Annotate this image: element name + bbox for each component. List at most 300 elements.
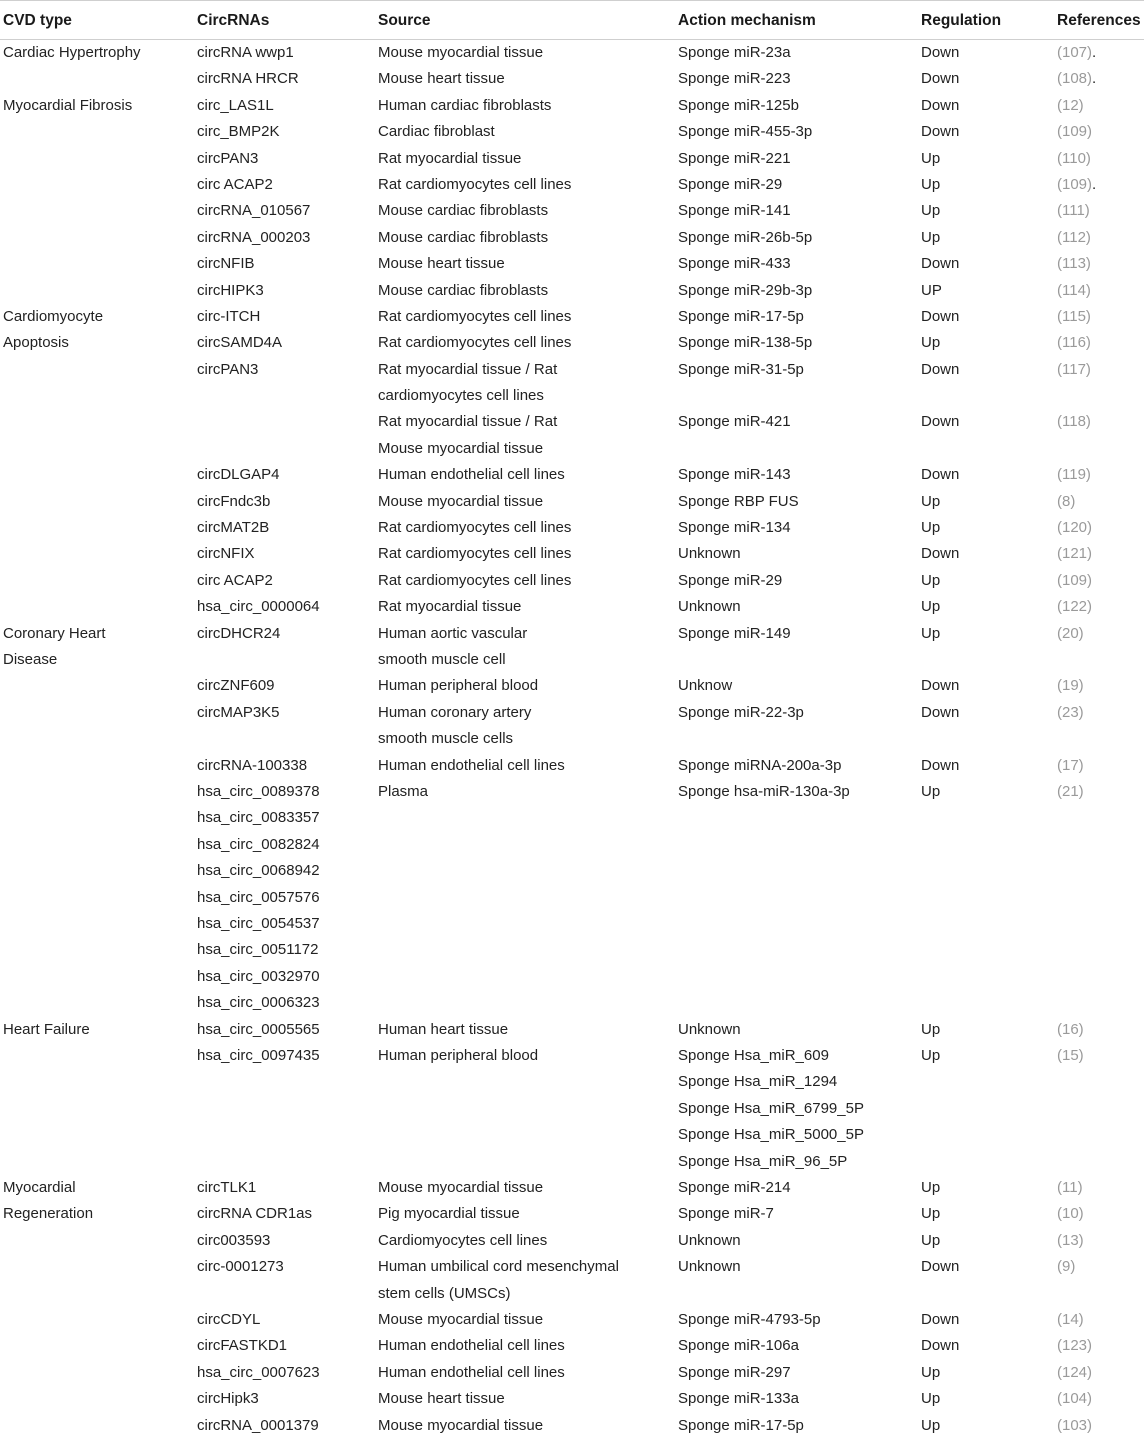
cell-regulation [921,779,940,805]
cell-regulation [921,409,959,435]
cell-circrna [197,1175,256,1201]
reference-link[interactable]: (116) [1057,334,1091,352]
cell-cvd-type [3,304,103,330]
cell-action-mechanism-line: Sponge miR-221 [678,149,791,167]
cell-reference [1057,1228,1084,1254]
cell-cvd-type-line: Cardiomyocyte [3,307,104,325]
cell-reference [1057,278,1091,304]
cell-action-mechanism [678,66,791,92]
reference-link[interactable]: (123) [1057,1337,1093,1355]
cell-regulation-line: Up [921,598,941,616]
cell-action-mechanism [678,1386,799,1412]
reference-link[interactable]: (118) [1057,413,1091,431]
reference-link[interactable]: (120) [1057,519,1093,537]
cell-regulation [921,1017,940,1043]
cell-reference [1057,66,1096,92]
cell-reference [1057,1017,1084,1043]
cell-action-mechanism [678,40,791,66]
cell-action-mechanism-line: Sponge miR-143 [678,466,791,484]
reference-link[interactable]: (117) [1057,360,1091,378]
cell-circrna [197,66,299,92]
reference-link[interactable]: (10) [1057,1205,1084,1223]
cell-circrna-line: circNFIB [197,255,255,273]
cell-reference [1057,515,1092,541]
cell-regulation [921,621,940,647]
cell-regulation [921,251,959,277]
cell-action-mechanism-line: Sponge miR-7 [678,1205,774,1223]
reference-link[interactable]: (115) [1057,307,1091,325]
cell-circrna-line: circHipk3 [197,1390,259,1408]
cell-cvd-type-line: Apoptosis [3,334,69,352]
cell-circrna [197,489,270,515]
cell-action-mechanism [678,753,841,779]
cell-source [378,489,543,515]
table-row [0,1307,1144,1333]
cell-cvd-type-line: Cardiac Hypertrophy [3,44,141,61]
cell-cvd-type-line: Myocardial Fibrosis [3,96,133,114]
cell-source-line: Pig myocardial tissue [378,1205,520,1223]
table-row [0,1386,1144,1412]
table-header [0,0,1144,40]
cell-action-mechanism [678,198,791,224]
cell-action-mechanism [678,357,804,383]
reference-link[interactable]: (109) [1057,123,1093,141]
cell-action-mechanism [678,1360,791,1386]
cell-cvd-type-line: Disease [3,651,58,669]
cell-source-line: Mouse myocardial tissue [378,1178,544,1196]
cell-source-line: Mouse myocardial tissue [378,439,544,457]
reference-link[interactable]: (104) [1057,1390,1093,1408]
cell-reference [1057,251,1091,277]
cell-regulation [921,330,940,356]
cell-regulation-line: Down [921,360,960,378]
cell-regulation-line: Up [921,1046,941,1064]
cell-regulation-line: Down [921,545,960,563]
cell-action-mechanism-line: Sponge Hsa_miR_6799_5P [678,1099,864,1117]
table-row [0,673,1144,699]
cell-circrna [197,568,273,594]
cell-regulation-line: Down [921,677,960,695]
table-row [0,1043,1144,1175]
cell-circrna [197,1228,270,1254]
column-header-regulation: Regulation [921,12,1002,29]
cell-circrna [197,1360,320,1386]
table-row [0,594,1144,620]
table-row [0,357,1144,410]
cell-action-mechanism-line: Sponge miR-455-3p [678,123,813,141]
cell-circrna-line: hsa_circ_0006323 [197,994,320,1012]
cell-action-mechanism-line: Sponge miR-141 [678,202,791,220]
cell-cvd-type-line: Coronary Heart [3,624,106,642]
cell-regulation [921,489,940,515]
cell-regulation-line: Up [921,228,941,246]
cell-regulation-line: Down [921,756,960,774]
cell-source [378,1043,538,1069]
cell-action-mechanism-line: Sponge miR-297 [678,1363,791,1381]
cell-circrna-line: circDHCR24 [197,624,281,642]
cell-source-line: Mouse cardiac fibroblasts [378,281,549,299]
cell-circrna-line: circ_BMP2K [197,123,280,141]
cell-action-mechanism-line: Sponge miR-22-3p [678,703,804,721]
cell-regulation [921,40,959,66]
cell-circrna-line: circRNA CDR1as [197,1205,313,1223]
cell-regulation [921,1360,940,1386]
cell-circrna-line: hsa_circ_0082824 [197,835,320,853]
cell-action-mechanism [678,304,804,330]
cell-regulation [921,568,940,594]
cell-regulation-line: Down [921,255,960,273]
cell-reference [1057,673,1084,699]
cell-action-mechanism [678,594,741,620]
cell-action-mechanism [678,1201,774,1227]
cell-cvd-type-line: Heart Failure [3,1020,90,1038]
cell-circrna-line: circFndc3b [197,492,271,510]
cell-reference [1057,1254,1075,1280]
reference-link[interactable]: (19) [1057,677,1084,695]
cell-regulation-line: Down [921,96,960,114]
reference-link[interactable]: (121) [1057,545,1093,563]
reference-link[interactable]: (113) [1057,255,1091,273]
cell-action-mechanism-line: Sponge miR-149 [678,624,791,642]
cell-circrna-line: hsa_circ_0032970 [197,967,320,985]
cell-reference [1057,621,1084,647]
cell-regulation-line: Down [921,1258,960,1276]
reference-link[interactable]: (9) [1057,1258,1076,1276]
cell-regulation [921,673,959,699]
cell-reference [1057,489,1075,515]
reference-link[interactable]: (119) [1057,466,1091,484]
cell-source [378,1386,505,1412]
table-row [0,462,1144,488]
cell-cvd-type-line: Regeneration [3,1205,94,1223]
cell-regulation-line: Up [921,1363,941,1381]
cell-source [378,1201,520,1227]
cell-circrna-line: circ-0001273 [197,1258,284,1276]
cell-circrna-line: hsa_circ_0068942 [197,862,320,880]
table-row [0,119,1144,145]
cell-action-mechanism-line: Sponge miR-106a [678,1337,799,1355]
cell-regulation [921,93,959,119]
cell-action-mechanism [678,515,791,541]
reference-link[interactable]: (21) [1057,783,1084,800]
cell-regulation-line: UP [921,281,942,299]
cell-action-mechanism-line: Unknown [678,1231,741,1249]
table-row [0,1333,1144,1359]
cell-regulation-line: Down [921,123,960,141]
cell-action-mechanism-line: Unknown [678,545,741,563]
cell-regulation [921,66,959,92]
cell-circrna-line: circHIPK3 [197,281,264,299]
cell-action-mechanism-line: Unknown [678,1020,741,1038]
cell-action-mechanism-line: Sponge miR-133a [678,1390,799,1408]
table-row [0,251,1144,277]
cell-reference [1057,700,1084,726]
cell-reference [1057,409,1091,435]
reference-link[interactable]: (16) [1057,1020,1084,1038]
table-row [0,172,1144,198]
cell-circrna-line: hsa_circ_0054537 [197,914,320,932]
cell-action-mechanism [678,409,791,435]
cell-source-line: Human coronary artery [378,703,532,721]
table-row [0,700,1144,753]
cell-circrna [197,1307,260,1333]
cell-source [378,541,571,567]
cell-regulation-line: Up [921,1231,941,1249]
reference-link[interactable]: (23) [1057,703,1084,721]
cell-source [378,1333,565,1359]
cell-action-mechanism-line: Unknown [678,598,741,616]
cell-action-mechanism-line: Sponge miR-26b-5p [678,228,813,246]
cell-regulation [921,1043,940,1069]
cell-action-mechanism-line: Sponge miR-433 [678,255,791,273]
cell-circrna [197,779,320,1017]
cell-source [378,198,548,224]
cell-circrna [197,330,282,356]
cell-source-line: cardiomyocytes cell lines [378,387,544,405]
reference-link[interactable]: (109) [1057,175,1093,193]
table-row [0,489,1144,515]
cell-regulation-line: Up [921,571,941,589]
cell-regulation [921,1201,940,1227]
reference-link[interactable]: (8) [1057,492,1076,510]
cell-circrna-line: circRNA HRCR [197,70,299,88]
cell-regulation [921,119,959,145]
cell-action-mechanism-line: Sponge miR-23a [678,44,791,61]
cell-regulation [921,225,940,251]
cell-cvd-type [3,1017,90,1043]
cell-circrna-line: hsa_circ_0089378 [197,783,320,800]
reference-link[interactable]: (122) [1057,598,1093,616]
cell-reference [1057,1333,1092,1359]
cell-action-mechanism [678,1254,741,1280]
cell-action-mechanism [678,1017,741,1043]
table-row [0,330,1144,356]
cell-source-line: Rat cardiomyocytes cell lines [378,175,572,193]
cell-regulation-line: Down [921,70,960,88]
cell-action-mechanism [678,1043,864,1175]
cell-circrna-line: circRNA wwp1 [197,44,294,61]
reference-link[interactable]: (11) [1057,1178,1083,1196]
cell-regulation [921,1307,959,1333]
reference-link[interactable]: (112) [1057,228,1091,246]
cell-circrna-line: hsa_circ_0051172 [197,941,319,959]
cell-reference [1057,1175,1083,1201]
cell-reference [1057,172,1096,198]
cell-regulation-line: Up [921,1020,941,1038]
table-body [0,40,1144,1439]
cell-reference [1057,146,1091,172]
cell-action-mechanism-line: Unknow [678,677,733,695]
cell-circrna [197,119,280,145]
cell-reference [1057,1386,1092,1412]
cell-regulation [921,753,959,779]
cell-regulation-line: Down [921,307,960,325]
cell-circrna [197,1413,319,1439]
reference-link[interactable]: (107) [1057,44,1093,61]
cell-circrna-line: hsa_circ_0097435 [197,1046,320,1064]
cell-action-mechanism-line: Sponge RBP FUS [678,492,799,510]
cell-circrna-line: circ_LAS1L [197,96,274,114]
reference-link[interactable]: (20) [1057,624,1084,642]
table-row [0,541,1144,567]
cell-regulation [921,1386,940,1412]
cell-circrna-line: circRNA_010567 [197,202,311,220]
cell-action-mechanism [678,330,812,356]
cell-source [378,1175,543,1201]
cell-circrna [197,93,274,119]
cell-source [378,1228,547,1254]
cell-action-mechanism-line: Sponge miR-214 [678,1178,791,1196]
cell-regulation [921,700,959,726]
cell-source [378,172,571,198]
cell-source-line: Mouse myocardial tissue [378,1310,544,1328]
cell-source [378,1360,565,1386]
cell-circrna-line: circTLK1 [197,1178,257,1196]
reference-link[interactable]: (13) [1057,1231,1084,1249]
cell-reference [1057,541,1092,567]
cell-action-mechanism [678,1333,799,1359]
cell-source [378,568,571,594]
cell-regulation-line: Down [921,413,960,431]
cell-source [378,1017,508,1043]
cell-regulation [921,515,940,541]
cell-regulation [921,462,959,488]
cell-circrna-line: hsa_circ_0007623 [197,1363,320,1381]
cell-action-mechanism [678,779,850,805]
cell-source [378,40,543,66]
reference-suffix: . [1092,70,1097,88]
table-row [0,304,1144,330]
cell-source [378,1413,543,1439]
table-row [0,40,1144,66]
cell-circrna [197,146,258,172]
reference-suffix: . [1092,175,1097,193]
cell-source [378,462,565,488]
cell-source-line: Mouse cardiac fibroblasts [378,228,549,246]
cell-reference [1057,1201,1084,1227]
cell-circrna-line: circPAN3 [197,360,259,378]
cell-circrna [197,753,307,779]
cell-source-line: Mouse heart tissue [378,70,505,88]
cell-circrna-line: circ-ITCH [197,307,261,325]
cell-source [378,1307,543,1333]
cell-source-line: Mouse myocardial tissue [378,1416,544,1434]
cell-circrna [197,1201,312,1227]
cell-regulation [921,1333,959,1359]
reference-link[interactable]: (114) [1057,281,1091,299]
cell-source [378,621,527,674]
cell-regulation [921,172,940,198]
cell-circrna-line: circRNA-100338 [197,756,308,774]
cell-circrna [197,40,294,66]
cell-regulation-line: Up [921,149,941,167]
cell-cvd-type [3,330,69,356]
cell-regulation [921,1228,940,1254]
cell-action-mechanism [678,621,791,647]
cell-action-mechanism [678,1228,741,1254]
cell-action-mechanism [678,278,812,304]
table-row [0,409,1144,462]
cell-circrna [197,1043,320,1069]
cell-regulation-line: Up [921,334,941,352]
reference-link[interactable]: (14) [1057,1310,1084,1328]
reference-link[interactable]: (103) [1057,1416,1093,1434]
cell-source-line: Rat cardiomyocytes cell lines [378,307,572,325]
table-row [0,1228,1144,1254]
cell-cvd-type-line: Myocardial [3,1178,76,1196]
cell-regulation [921,1175,940,1201]
reference-link[interactable]: (124) [1057,1363,1093,1381]
table-row [0,515,1144,541]
table-row [0,1175,1144,1201]
cell-source [378,357,557,410]
cell-source-line: Rat cardiomyocytes cell lines [378,334,572,352]
table-row [0,779,1144,1017]
cell-circrna [197,357,258,383]
table-row [0,1201,1144,1227]
cell-reference [1057,568,1092,594]
reference-link[interactable]: (15) [1057,1046,1084,1064]
reference-link[interactable]: (109) [1057,571,1093,589]
cell-source-line: Mouse heart tissue [378,1390,505,1408]
cell-circrna [197,673,275,699]
cell-reference [1057,753,1084,779]
cell-action-mechanism [678,489,799,515]
cell-action-mechanism-line: Sponge miR-134 [678,519,791,537]
cell-circrna-line: circCDYL [197,1310,261,1328]
cell-circrna-line: circNFIX [197,545,255,563]
cell-reference [1057,462,1091,488]
cell-action-mechanism-line: Sponge miRNA-200a-3p [678,756,842,774]
cell-source [378,1254,619,1307]
cell-source-line: Mouse myocardial tissue [378,44,544,61]
cell-source [378,753,565,779]
cell-source [378,93,551,119]
cell-regulation-line: Up [921,783,941,800]
cell-action-mechanism-line: Sponge Hsa_miR_1294 [678,1073,838,1091]
cell-regulation-line: Up [921,1178,941,1196]
cell-circrna [197,700,280,726]
reference-link[interactable]: (12) [1057,96,1084,114]
cell-source [378,251,505,277]
cell-circrna-line: hsa_circ_0083357 [197,809,320,827]
cell-action-mechanism-line: Sponge miR-31-5p [678,360,804,378]
cell-source-line: Human peripheral blood [378,1046,539,1064]
cell-circrna [197,304,260,330]
cell-source-line: Mouse heart tissue [378,255,505,273]
cell-reference [1057,594,1092,620]
cell-circrna [197,541,255,567]
cell-source-line: Mouse myocardial tissue [378,492,544,510]
cell-source-line: Human endothelial cell lines [378,756,565,774]
table-row [0,1254,1144,1307]
reference-link[interactable]: (108) [1057,70,1093,88]
cell-circrna [197,594,320,620]
cell-regulation-line: Down [921,703,960,721]
cell-source-line: smooth muscle cell [378,651,506,669]
cell-regulation-line: Up [921,519,941,537]
cell-source-line: Mouse cardiac fibroblasts [378,202,549,220]
cell-reference [1057,119,1092,145]
cell-action-mechanism [678,146,791,172]
reference-link[interactable]: (110) [1057,149,1091,167]
cell-action-mechanism-line: Sponge miR-17-5p [678,307,804,325]
reference-link[interactable]: (111) [1057,202,1090,220]
cell-source [378,225,548,251]
table-row [0,93,1144,119]
reference-link[interactable]: (17) [1057,756,1084,774]
cell-circrna-line: circRNA_000203 [197,228,311,246]
